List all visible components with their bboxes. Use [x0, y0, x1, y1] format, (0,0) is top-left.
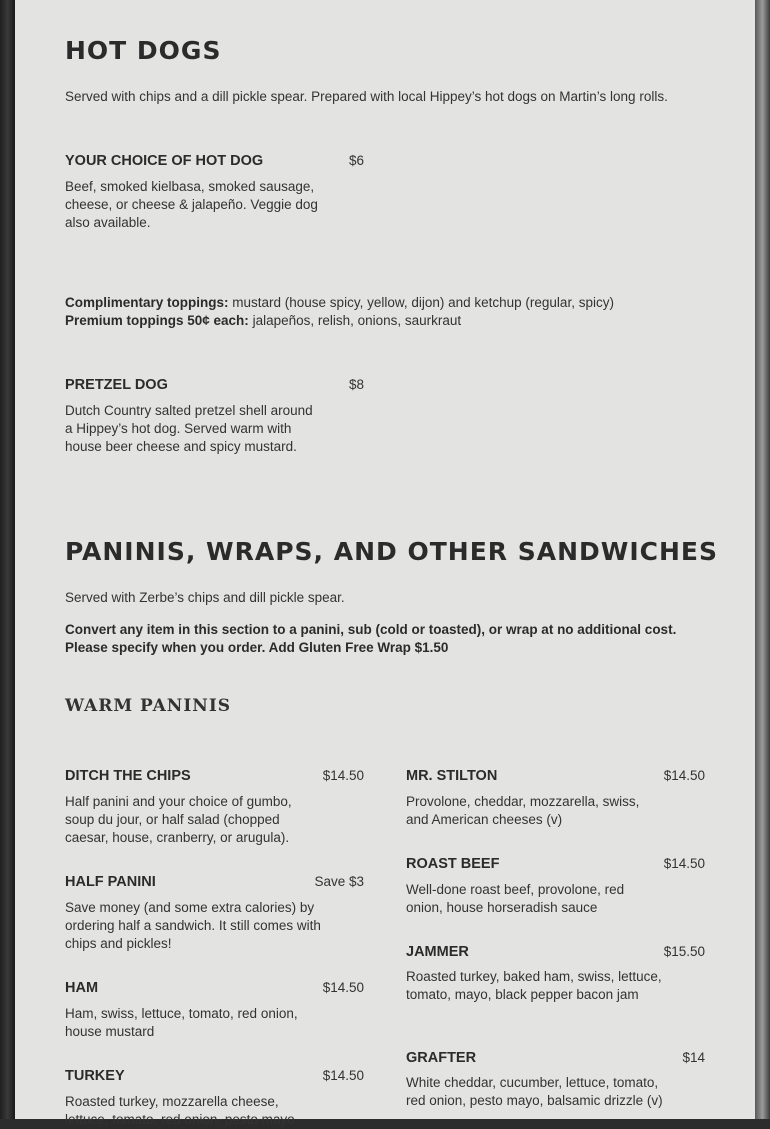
item-price: $14.50	[663, 768, 705, 783]
item-name: TURKEY	[65, 1068, 125, 1084]
item-description: Beef, smoked kielbasa, smoked sausage, cheese, or cheese & jalapeño. Veggie dog also available.	[65, 179, 318, 230]
item-price: $15.50	[663, 944, 705, 959]
item-price: $14.50	[663, 856, 705, 871]
item-price: $6	[348, 153, 364, 168]
premium-toppings-text: jalapeños, relish, onions, saurkraut	[248, 313, 462, 328]
premium-toppings-label: Premium toppings 50¢ each:	[65, 313, 249, 328]
item-price: $14.50	[322, 980, 364, 995]
item-name: HAM	[65, 980, 99, 996]
item-description: Ham, swiss, lettuce, tomato, red onion, house mustard	[65, 1006, 298, 1039]
item-name: GRAFTER	[406, 1050, 477, 1066]
item-description: Save money (and some extra calories) by ordering half a sandwich. It still comes with chips and pickles!	[65, 900, 321, 951]
item-description: Half panini and your choice of gumbo, soup du jour, or half salad (chopped caesar, house, cranberry, or arugula).	[65, 794, 292, 845]
item-name: HALF PANINI	[65, 874, 156, 890]
item-description: Dutch Country salted pretzel shell around a Hippey’s hot dog. Served warm with house beer cheese and spicy mustard.	[65, 403, 313, 454]
item-price: $14.50	[322, 1068, 364, 1083]
item-description: White cheddar, cucumber, lettuce, tomato, red onion, pesto mayo, balsamic drizzle (v)	[406, 1075, 663, 1108]
background-left-edge	[0, 0, 15, 1119]
complimentary-toppings	[65, 294, 614, 312]
sandwiches-notice: Convert any item in this section to a panini, sub (cold or toasted), or wrap at no additional cost. Please specify when you order. Add Gluten Free Wrap $1.50	[65, 622, 677, 655]
item-description: Well-done roast beef, provolone, red onion, house horseradish sauce	[406, 882, 625, 915]
complimentary-toppings-text: mustard (house spicy, yellow, dijon) and ketchup (regular, spicy)	[228, 295, 614, 310]
warm-paninis-subtitle: WARM PANINIS	[65, 696, 232, 716]
item-name: MR. STILTON	[406, 768, 498, 784]
item-description: Roasted turkey, mozzarella cheese, lettuce, tomato, red onion, pesto mayo	[65, 1094, 295, 1127]
item-price: $14	[682, 1050, 705, 1065]
complimentary-toppings-label: Complimentary toppings:	[65, 295, 229, 310]
sandwiches-intro: Served with Zerbe’s chips and dill pickle spear.	[65, 590, 345, 605]
item-name: ROAST BEEF	[406, 856, 500, 872]
item-description: Provolone, cheddar, mozzarella, swiss, and American cheeses (v)	[406, 794, 640, 827]
background-right-edge	[755, 0, 770, 1119]
item-name: DITCH THE CHIPS	[65, 768, 191, 784]
sandwiches-title: PANINIS, WRAPS, AND OTHER SANDWICHES	[65, 537, 718, 566]
item-description: Roasted turkey, baked ham, swiss, lettuce, tomato, mayo, black pepper bacon jam	[406, 969, 662, 1002]
item-price: Save $3	[314, 874, 364, 889]
menu-item	[65, 153, 263, 169]
hotdogs-title: HOT DOGS	[65, 36, 222, 65]
hotdogs-intro: Served with chips and a dill pickle spear. Prepared with local Hippey’s hot dogs on Martin’s long rolls.	[65, 89, 668, 104]
item-price: $14.50	[322, 768, 364, 783]
item-price: $8	[348, 377, 364, 392]
item-name: YOUR CHOICE OF HOT DOG	[65, 153, 264, 169]
menu-panel	[15, 0, 755, 1127]
premium-toppings	[65, 312, 461, 330]
item-name: PRETZEL DOG	[65, 377, 168, 393]
item-name: JAMMER	[406, 944, 469, 960]
